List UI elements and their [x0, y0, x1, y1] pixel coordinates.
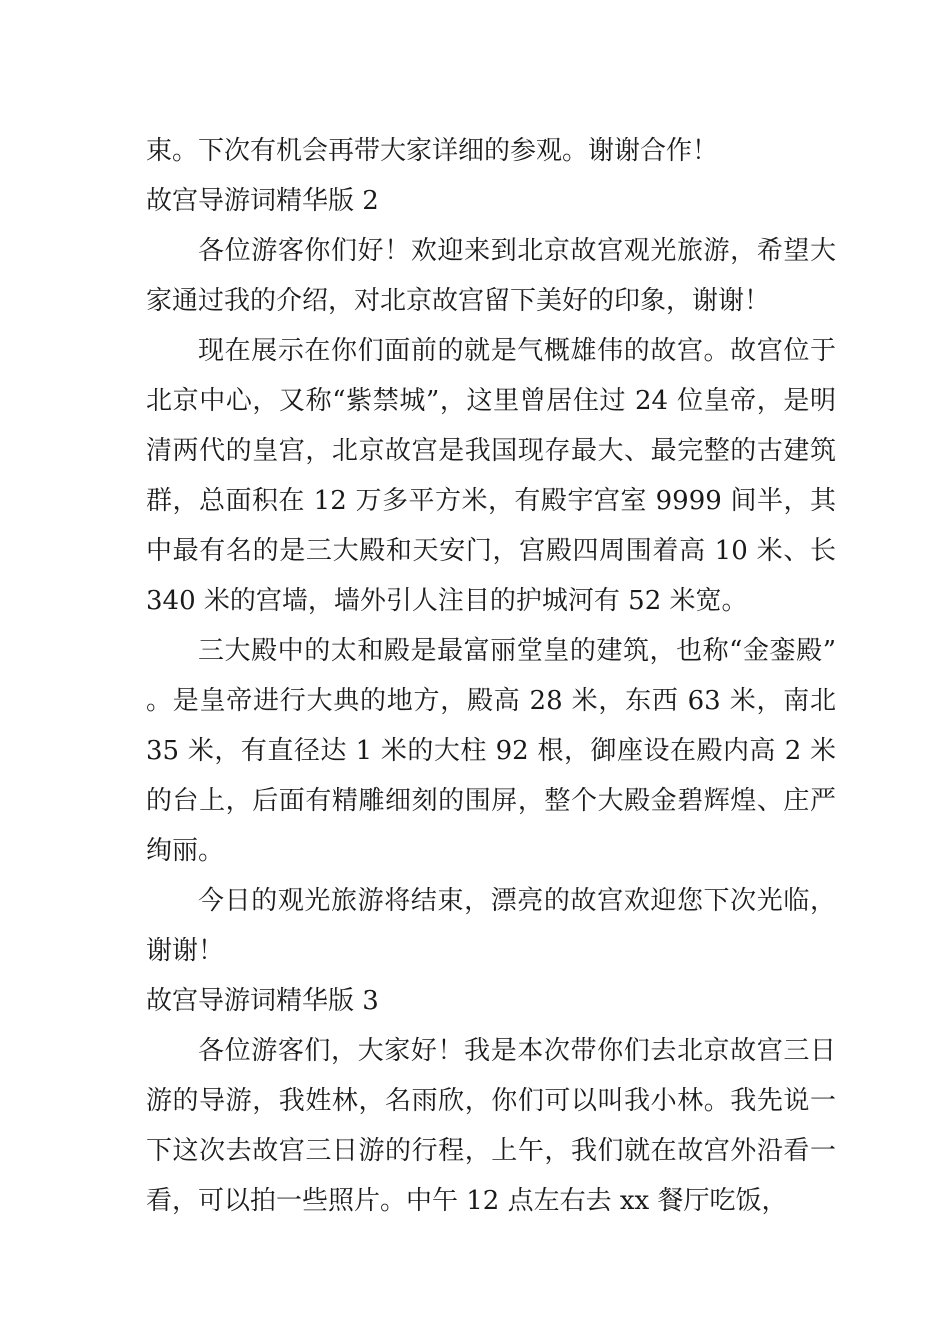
- paragraph-welcome: 各位游客你们好！欢迎来到北京故宫观光旅游，希望大家通过我的介绍，对北京故宫留下美好的印象，谢谢！: [146, 236, 836, 316]
- continuation-paragraph: 束。下次有机会再带大家详细的参观。谢谢合作！: [146, 136, 719, 166]
- section-heading-2: 故宫导游词精华版 2: [146, 186, 379, 216]
- paragraph-palace-overview: 现在展示在你们面前的就是气概雄伟的故宫。故宫位于北京中心，又称“紫禁城”，这里曾居住过 24 位皇帝，是明清两代的皇宫，北京故宫是我国现存最大、最完整的古建筑群，总面积在 12 万多平方米，有殿宇宫室 9999 间半，其中最有名的是三大殿和天安门，宫殿四周围着高 10 米、长 340 米的宫墙，墙外引人注目的护城河有 52 米宽。: [146, 336, 836, 616]
- paragraph-tour-intro: 各位游客们，大家好！我是本次带你们去北京故宫三日游的导游，我姓林，名雨欣，你们可以叫我小林。我先说一下这次去故宫三日游的行程，上午，我们就在故宫外沿看一看，可以拍一些照片。中午 12 点左右去 xx 餐厅吃饭，: [146, 1036, 836, 1216]
- document-body: [146, 126, 836, 1226]
- paragraph-farewell: 今日的观光旅游将结束，漂亮的故宫欢迎您下次光临，谢谢！: [146, 886, 836, 966]
- paragraph-taihe-hall: 三大殿中的太和殿是最富丽堂皇的建筑，也称“金銮殿”。是皇帝进行大典的地方，殿高 28 米，东西 63 米，南北 35 米，有直径达 1 米的大柱 92 根，御座设在殿内高 2 米的台上，后面有精雕细刻的围屏，整个大殿金碧辉煌、庄严绚丽。: [146, 636, 836, 866]
- section-heading-3: 故宫导游词精华版 3: [146, 986, 379, 1016]
